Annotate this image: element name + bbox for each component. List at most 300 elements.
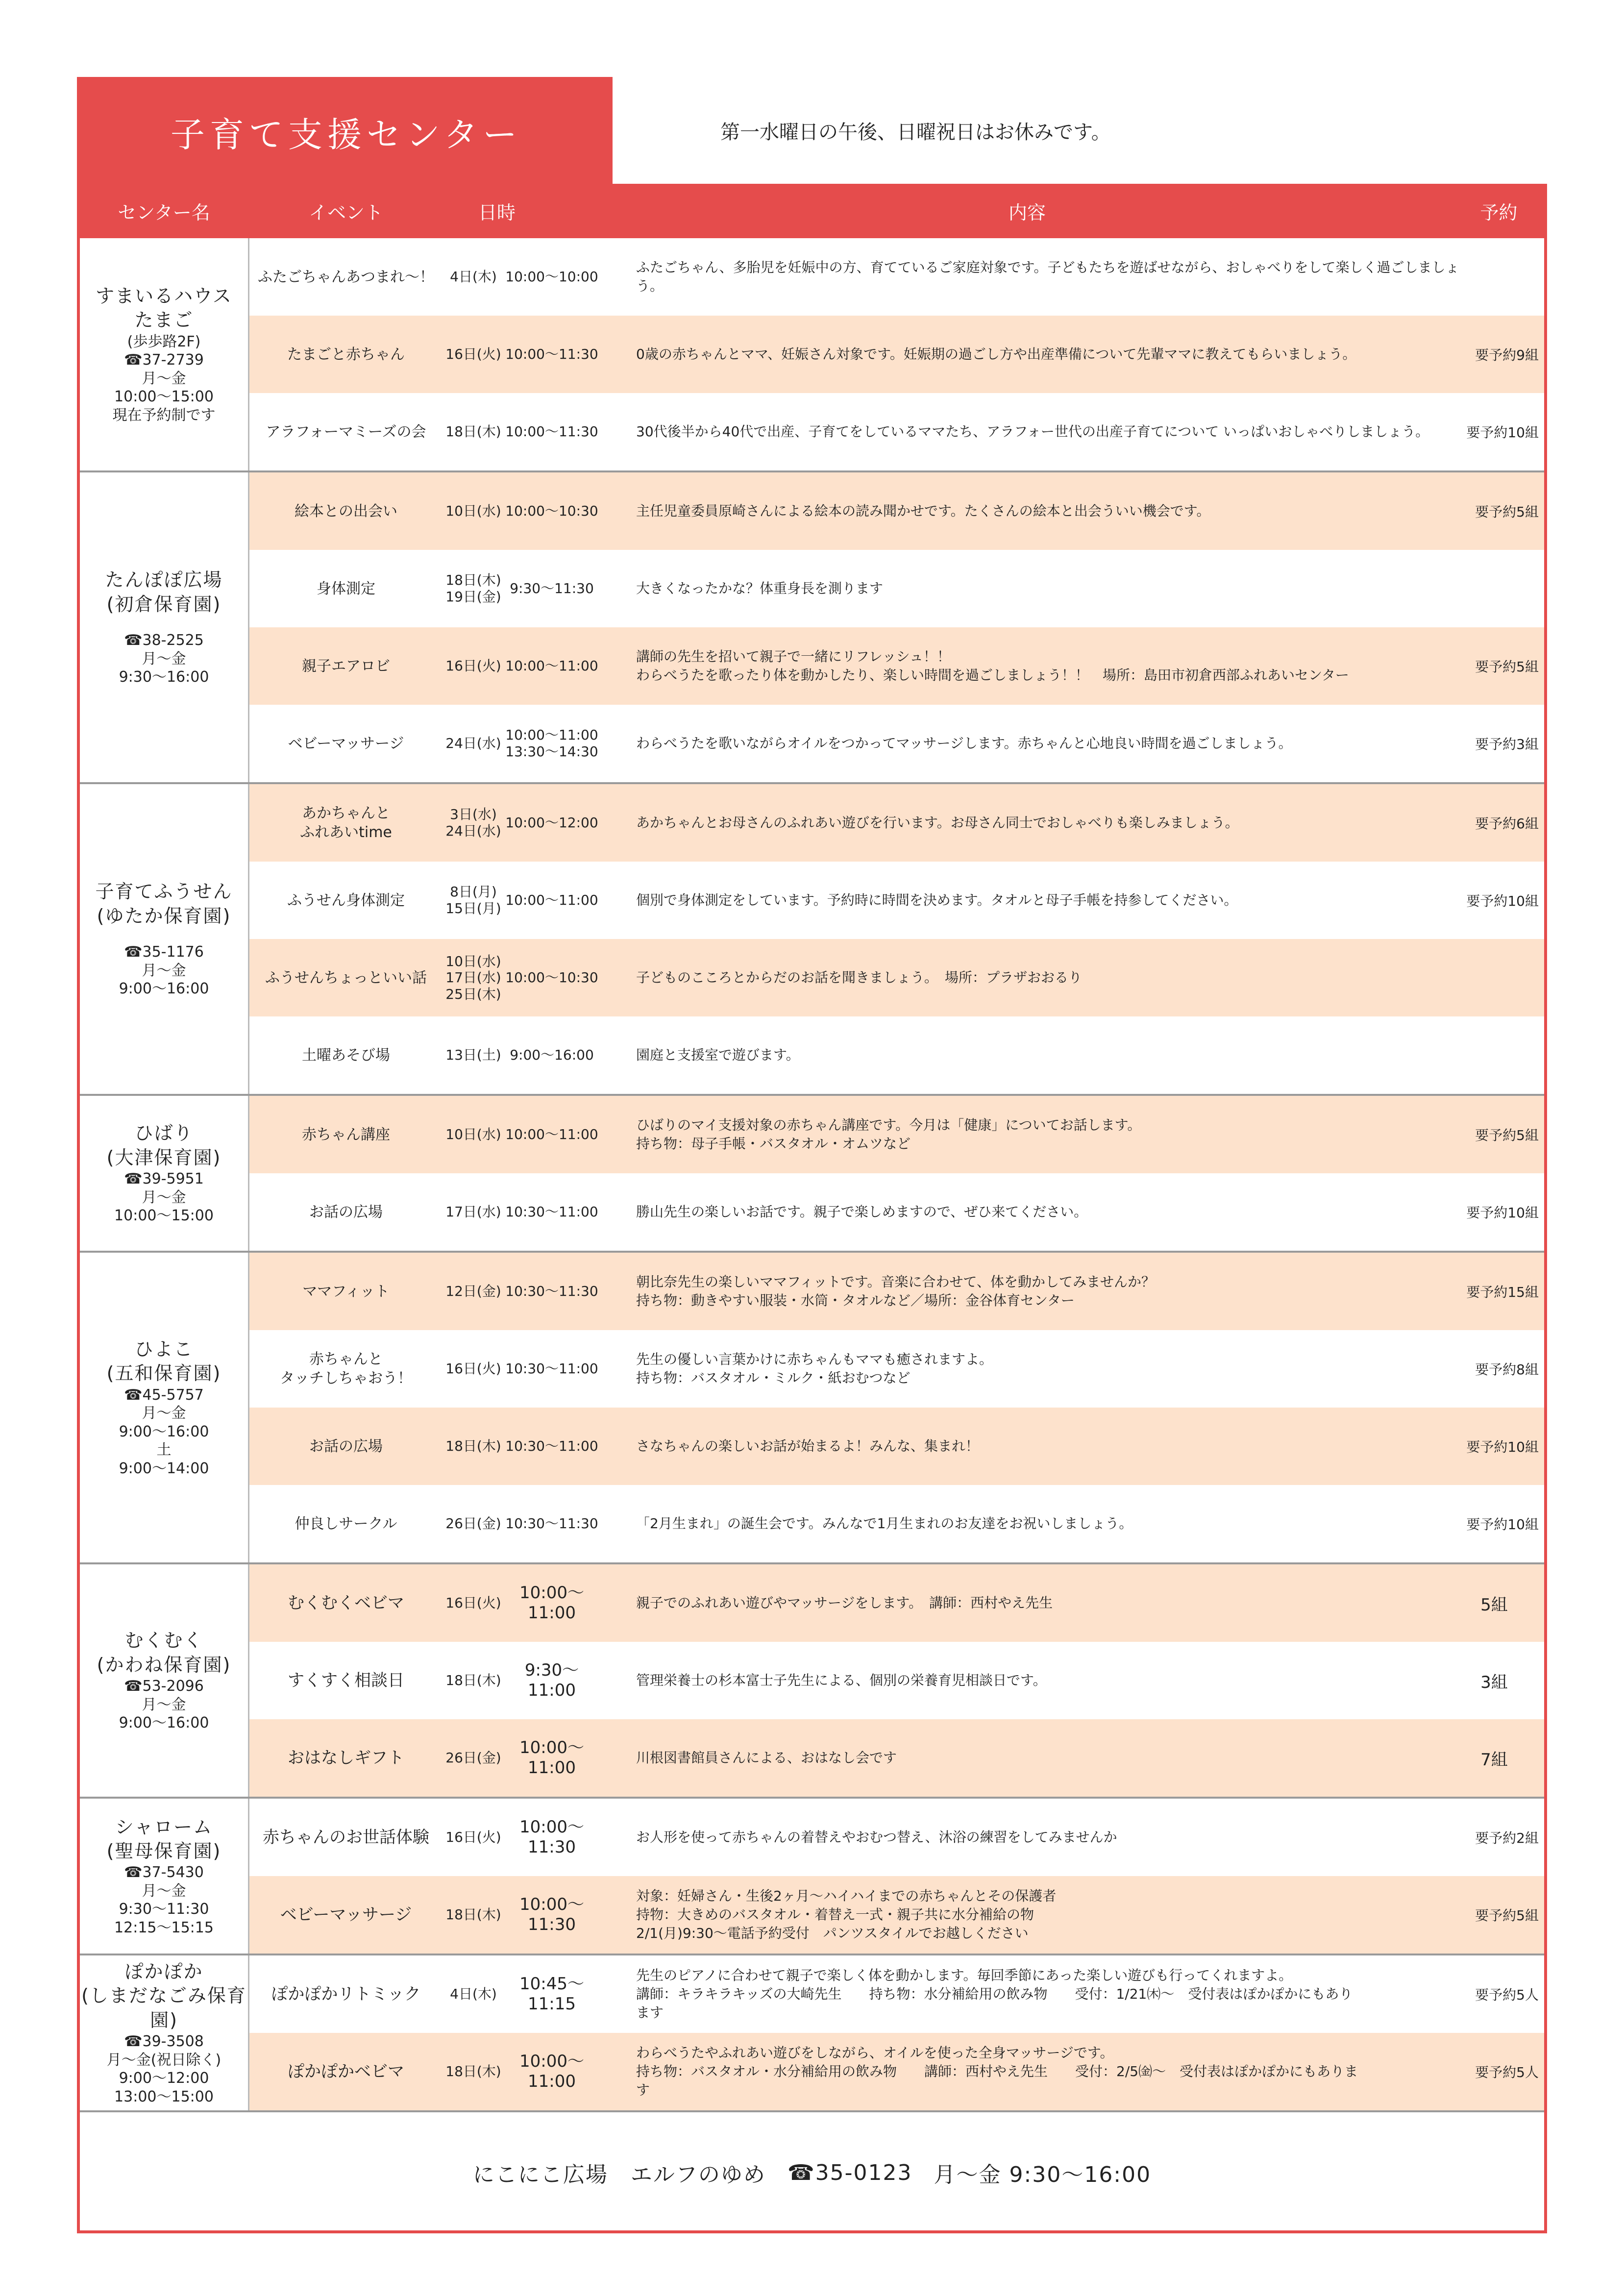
event-time [503, 393, 601, 470]
event-date [444, 627, 503, 705]
center-cell [80, 472, 249, 782]
event-date-line: 16日(火) [445, 346, 501, 363]
event-date-line: 16日(火) [445, 658, 501, 674]
event-time [503, 1408, 601, 1485]
event-description-line: ふたごちゃん、多胎児を妊娠中の方、育てているご家庭対象です。子どもたちを遊ばせながら、おしゃべりをして楽しく過ごしましょ [636, 259, 1459, 276]
event-time-lines [505, 1360, 598, 1377]
event-description [636, 1876, 1503, 1954]
event-date-lines [445, 1906, 501, 1923]
event-time-lines [505, 1126, 598, 1143]
event-time-lines [503, 1974, 601, 2014]
event-name-lines [288, 1670, 404, 1691]
header-date: 日時 [478, 202, 516, 223]
event-name [248, 2033, 444, 2110]
event-time-line: 10:00～11:30 [519, 1895, 584, 1934]
footer-hours: 月～金 9:30～16:00 [934, 2162, 1152, 2187]
event-date [444, 1016, 503, 1094]
reservation-info [1450, 550, 1543, 627]
event-time-line: 13:30～14:30 [505, 743, 598, 760]
event-description-lines [636, 579, 883, 598]
event-date [444, 1330, 503, 1408]
event-time [503, 862, 601, 939]
event-description [636, 862, 1503, 939]
event-date [444, 1719, 503, 1797]
event-name [248, 1719, 444, 1797]
event-date-lines [445, 2063, 501, 2080]
center-cell [80, 238, 249, 470]
event-time-line: 10:00～11:30 [505, 423, 598, 440]
event-description-lines [636, 1671, 1047, 1690]
center-group [80, 1253, 1544, 1564]
reservation-info [1450, 238, 1543, 316]
event-time [503, 1096, 601, 1173]
center-name: 子育てふうせん [95, 881, 233, 903]
event-date-line: 26日(金) [445, 1515, 501, 1532]
event-name-lines [302, 1046, 390, 1065]
event-description [636, 627, 1503, 705]
event-name-line: 仲良しサークル [295, 1515, 397, 1533]
event-description-lines [636, 1887, 1056, 1942]
event-date-line: 24日(水) [445, 823, 501, 839]
event-time-lines [503, 1583, 601, 1623]
event-name-lines [258, 268, 434, 287]
event-name-lines [265, 968, 427, 988]
event-description [636, 393, 1503, 470]
event-description [636, 1955, 1503, 2033]
event-date [444, 1408, 503, 1485]
event-time [503, 1330, 601, 1408]
event-description-line: 0歳の赤ちゃんとママ、妊娠さん対象です。妊娠期の過ごし方や出産準備について先輩ママに教えてもらいましょう。 [636, 346, 1356, 363]
center-info: 現在予約制です [112, 406, 216, 424]
event-name [248, 784, 444, 862]
center-name: (しまだなごみ保育 [81, 1985, 246, 2007]
center-cell [80, 1799, 249, 1954]
event-date-lines [450, 1986, 497, 2003]
page-title: 子育て支援センター [80, 80, 613, 184]
event-date-lines [445, 1595, 501, 1611]
event-date-line: 15日(月) [445, 900, 501, 916]
event-name [248, 939, 444, 1016]
event-time [503, 2033, 601, 2110]
center-name: (ゆたか保育園) [97, 905, 231, 927]
event-description-line: 朝比奈先生の楽しいママフィットです。音楽に合わせて、体を動かしてみませんか？ [636, 1274, 1155, 1290]
event-date-lines [450, 269, 497, 285]
event-name-lines [263, 1827, 429, 1848]
event-name-lines [287, 891, 405, 910]
event-description [636, 1564, 1503, 1642]
event-date-line: 18日(木) [445, 572, 501, 589]
event-description [636, 1173, 1503, 1251]
event-description-lines [636, 1594, 1053, 1612]
event-name-line: むくむくベビマ [288, 1593, 404, 1613]
event-name [248, 238, 444, 316]
event-time [503, 1799, 601, 1876]
event-description [636, 472, 1503, 550]
footer-center-name: にこにこ広場 エルフのゆめ [472, 2162, 766, 2187]
center-cell [80, 1096, 249, 1251]
event-time-lines [519, 1817, 584, 1857]
event-date [444, 1096, 503, 1173]
event-description-lines [636, 1046, 800, 1064]
event-description-line: 川根図書館員さんによる、おはなし会です [636, 1750, 897, 1766]
table-row [80, 862, 1544, 939]
event-description [636, 1253, 1503, 1330]
event-description-lines [636, 422, 1429, 441]
event-time-line: 10:00～11:00 [505, 892, 598, 909]
event-date-lines [445, 1047, 501, 1063]
event-time-line: 10:00～11:00 [505, 658, 598, 674]
event-description-lines [636, 502, 1210, 520]
reservation-info: 要予約10組 [1466, 424, 1539, 441]
center-group [80, 1799, 1544, 1955]
event-description [636, 784, 1503, 862]
event-description [636, 1485, 1503, 1562]
event-time-lines [503, 1738, 601, 1778]
event-description [636, 550, 1503, 627]
table-row [80, 2033, 1544, 2110]
reservation-info: 要予約5人 [1475, 2064, 1539, 2080]
table-row [80, 1096, 1544, 1173]
event-time-lines [505, 658, 598, 674]
table-row [80, 1719, 1544, 1797]
event-date [444, 1799, 503, 1876]
event-name [248, 1096, 444, 1173]
center-cell [80, 1564, 249, 1797]
event-description-line: 管理栄養士の杉本富士子先生による、個別の栄養育児相談日です。 [636, 1672, 1047, 1689]
event-time-line: 10:00～10:30 [505, 503, 598, 519]
event-description-lines [636, 647, 1349, 685]
event-name-line: アラフォーマミーズの会 [266, 423, 426, 441]
event-description-line: 講師の先生を招いて親子で一緒にリフレッシュ！！ [636, 648, 951, 665]
event-date-line: 18日(木) [445, 1672, 501, 1689]
event-name-lines [288, 734, 404, 753]
table-row [80, 472, 1544, 550]
event-date-lines [445, 572, 501, 605]
event-time-lines [505, 423, 598, 440]
event-name-lines [271, 1983, 420, 2005]
event-description [636, 1719, 1503, 1797]
header-center: センター名 [118, 202, 210, 223]
event-date-line: 18日(木) [445, 1438, 501, 1455]
event-date [444, 550, 503, 627]
center-name: ぽかぽか [124, 1960, 203, 1982]
reservation-info: 要予約10組 [1466, 893, 1539, 909]
event-name-line: 赤ちゃん講座 [302, 1126, 390, 1143]
event-name-line: お話の広場 [309, 1437, 383, 1455]
reservation-info: 要予約5組 [1475, 659, 1539, 675]
event-description-line: 2/1(月)9:30～電話予約受付 パンツスタイルでお越しください [636, 1925, 1029, 1941]
header-event: イベント [308, 202, 383, 223]
event-time [503, 1253, 601, 1330]
event-name-lines [300, 804, 392, 842]
event-name-line: 赤ちゃんと [309, 1351, 383, 1368]
event-description [636, 1330, 1503, 1408]
event-name-lines [309, 1437, 383, 1456]
center-info: 9:00～14:00 [119, 1459, 209, 1477]
event-name-line: たまごと赤ちゃん [287, 346, 405, 363]
center-name: (大津保育園) [106, 1146, 221, 1168]
event-description [636, 2033, 1503, 2110]
event-description-line: 持ち物：動きやすい服装・水筒・タオルなど／場所：金谷体育センター [636, 1292, 1075, 1309]
event-description-line: ます [636, 2004, 664, 2021]
center-info: 12:15～15:15 [114, 1919, 214, 1936]
event-date [444, 784, 503, 862]
event-time-line: 10:00～10:30 [505, 969, 598, 986]
event-name-lines [288, 1747, 404, 1769]
event-description-lines [636, 1116, 1141, 1153]
event-description-lines [636, 258, 1459, 296]
event-time-line: 10:00～12:00 [505, 815, 598, 831]
header-reserve: 予約 [1480, 202, 1518, 223]
event-date-lines [445, 1204, 501, 1220]
event-date-line: 16日(火) [445, 1360, 501, 1377]
event-time-line: 9:30～11:30 [510, 580, 594, 597]
event-description [636, 238, 1503, 316]
center-name: ひよこ [134, 1338, 194, 1360]
event-date-lines [445, 1438, 501, 1455]
center-info: 9:30～11:30 [119, 1901, 209, 1918]
event-description-line: わらべうたを歌いながらオイルをつかってマッサージします。赤ちゃんと心地良い時間を過ごしましょう。 [636, 735, 1292, 752]
table-row [80, 1330, 1544, 1408]
center-info: ☎37-2739 [124, 351, 204, 369]
center-group [80, 1096, 1544, 1253]
event-time [503, 627, 601, 705]
event-name [248, 1799, 444, 1876]
event-description-line: 先生の優しい言葉かけに赤ちゃんもママも癒されますよ。 [636, 1351, 993, 1368]
center-info: 9:00～16:00 [119, 980, 209, 998]
event-date-lines [445, 503, 501, 519]
event-name-lines [302, 1125, 390, 1144]
event-description [636, 1096, 1503, 1173]
event-time-line: 10:30～11:30 [505, 1283, 598, 1300]
event-time-line: 10:30～11:00 [505, 1438, 598, 1455]
center-info: 13:00～15:00 [114, 2088, 214, 2105]
center-info: 月～金(祝日除く) [106, 2051, 221, 2069]
event-name-line: おはなしギフト [288, 1748, 404, 1768]
reservation-info: 要予約8組 [1475, 1361, 1539, 1378]
event-time-lines [505, 346, 598, 363]
event-time-line: 10:30～11:00 [505, 1360, 598, 1377]
table-row [80, 627, 1544, 705]
center-name: ひばり [134, 1122, 194, 1144]
footer-phone: ☎35-0123 [787, 2160, 912, 2185]
table-row [80, 784, 1544, 862]
table-row [80, 1955, 1544, 2033]
center-name: (かわね保育園) [97, 1654, 231, 1676]
center-info: 月～金 [142, 1696, 186, 1713]
event-description-lines [636, 1203, 1087, 1221]
event-description-lines [636, 345, 1356, 364]
event-name [248, 1330, 444, 1408]
center-cell [80, 1253, 249, 1562]
table-row [80, 1408, 1544, 1485]
event-name-line: ふうせん身体測定 [287, 891, 405, 909]
event-time-line: 10:00～11:00 [519, 1583, 584, 1623]
event-time-lines [505, 969, 598, 986]
center-info: 9:00～12:00 [119, 2070, 209, 2087]
event-name-line: 絵本との出会い [295, 502, 397, 520]
event-time-line: 10:00～ [519, 1817, 584, 1837]
event-description-lines [636, 891, 1238, 910]
event-name-lines [280, 1904, 412, 1926]
event-date-line: 10日(水) [445, 953, 501, 969]
event-description-lines [636, 1437, 979, 1456]
event-date-lines [445, 423, 501, 440]
center-info: ☎38-2525 [124, 632, 204, 649]
event-time-lines [510, 1047, 594, 1063]
event-description-lines [636, 734, 1292, 753]
event-date-lines [445, 1829, 501, 1846]
event-description-lines [636, 1350, 993, 1387]
table-row [80, 316, 1544, 393]
event-date-line: 18日(木) [445, 2063, 501, 2080]
table-row [80, 550, 1544, 627]
event-date-line: 17日(水) [445, 969, 501, 986]
event-date [444, 862, 503, 939]
event-name-line: ぽかぽかリトミック [271, 1984, 421, 2004]
event-name [248, 1485, 444, 1562]
event-time-lines [503, 1895, 601, 1935]
event-date-lines [445, 953, 501, 1003]
event-name [248, 550, 444, 627]
center-group [80, 472, 1544, 784]
footer-info [80, 2115, 1544, 2230]
event-description-lines [636, 1749, 897, 1767]
event-date-line: 16日(火) [445, 1829, 501, 1846]
event-description-line: わらべうたやふれあい遊びをしながら、オイルを使った全身マッサージです。 [636, 2045, 1114, 2061]
event-name [248, 393, 444, 470]
event-time-lines [503, 1660, 601, 1701]
event-time [503, 1485, 601, 1562]
event-time-lines [505, 1438, 598, 1455]
event-description-line: 「2月生まれ」の誕生会です。みんなで1月生まれのお友達をお祝いしましょう。 [636, 1515, 1133, 1532]
reservation-info: 要予約9組 [1475, 347, 1539, 363]
event-time [503, 472, 601, 550]
event-date-line: 18日(木) [445, 423, 501, 440]
event-name [248, 1564, 444, 1642]
center-group [80, 238, 1544, 472]
table-row [80, 1876, 1544, 1954]
center-name: たんぽぽ広場 [105, 569, 223, 591]
reservation-info: 要予約10組 [1466, 1516, 1539, 1533]
event-time [503, 1564, 601, 1642]
event-name-line: ふたごちゃんあつまれ～！ [258, 268, 434, 286]
event-date [444, 238, 503, 316]
center-name: 園) [150, 2009, 178, 2031]
event-description-lines [636, 1966, 1353, 2022]
event-time-lines [505, 1204, 598, 1220]
event-date-line: 26日(金) [445, 1750, 501, 1766]
event-description-line: 30代後半から40代で出産、子育てをしているママたち、アラフォー世代の出産子育てについて いっぱいおしゃべりしましょう。 [636, 423, 1429, 440]
reservation-info: 要予約5人 [1475, 1987, 1539, 2003]
event-time-line: 10:30～11:00 [505, 1204, 598, 1220]
reservation-info: 要予約10組 [1466, 1205, 1539, 1221]
event-date [444, 472, 503, 550]
event-description [636, 316, 1503, 393]
center-name: むくむく [124, 1630, 203, 1652]
event-description-line: わらべうたを歌ったり体を動かしたり、楽しい時間を過ごしましょう！！ 場所：島田市初倉西部ふれあいセンター [636, 667, 1349, 683]
event-date [444, 1173, 503, 1251]
event-date-line: 25日(木) [445, 986, 501, 1002]
event-name-lines [295, 1514, 397, 1533]
event-time-line: 9:30～11:00 [524, 1660, 579, 1700]
center-info: ☎53-2096 [124, 1678, 204, 1695]
event-name-lines [280, 1350, 412, 1388]
event-date [444, 1642, 503, 1719]
event-description-lines [636, 814, 1239, 832]
event-date-lines [445, 1283, 501, 1300]
center-name: たまご [134, 309, 194, 331]
event-name-line: お話の広場 [309, 1203, 383, 1221]
event-date-lines [445, 1126, 501, 1143]
event-description-line: あかちゃんとお母さんのふれあい遊びを行います。お母さん同士でおしゃべりも楽しみましょう。 [636, 815, 1239, 831]
event-description [636, 705, 1503, 782]
event-description-line: 大きくなったかな？体重身長を測ります [636, 580, 884, 597]
center-cell [80, 1955, 249, 2110]
event-date-lines [445, 1515, 501, 1532]
center-info: (歩歩路2F) [127, 333, 201, 350]
event-time [503, 784, 601, 862]
center-group [80, 784, 1544, 1096]
event-name-lines [266, 422, 426, 442]
reservation-info: 要予約5組 [1475, 1127, 1539, 1143]
event-date-lines [445, 884, 501, 916]
center-info: 9:00～16:00 [119, 1714, 209, 1732]
center-info: 9:00～16:00 [119, 1423, 209, 1440]
reservation-info: 要予約5組 [1475, 1907, 1539, 1924]
center-info: 月～金 [142, 1188, 186, 1206]
event-time [503, 1876, 601, 1954]
table-row [80, 1642, 1544, 1719]
event-date-line: 12日(金) [445, 1283, 501, 1300]
center-name: (五和保育園) [106, 1362, 221, 1385]
event-date-lines [445, 658, 501, 674]
event-description-line: ひばりのマイ支援対象の赤ちゃん講座です。今月は「健康」についてお話します。 [636, 1117, 1141, 1134]
event-date-lines [445, 346, 501, 363]
event-description-line: 先生のピアノに合わせて親子で楽しく体を動かします。毎回季節にあった楽しい遊びも行ってくれますよ。 [636, 1967, 1293, 1984]
event-description-lines [636, 1273, 1155, 1310]
event-time [503, 1173, 601, 1251]
reservation-info: 要予約10組 [1466, 1439, 1539, 1455]
event-description-line: 対象：妊婦さん・生後2ヶ月～ハイハイまでの赤ちゃんとその保護者 [636, 1888, 1057, 1904]
table-row [80, 393, 1544, 470]
event-description [636, 1408, 1503, 1485]
event-description [636, 939, 1503, 1016]
event-date-line: 16日(火) [445, 1595, 501, 1611]
center-info: 土 [156, 1441, 172, 1459]
table-row [80, 939, 1544, 1016]
event-time [503, 316, 601, 393]
event-time-lines [505, 892, 598, 909]
center-info: 9:30～16:00 [119, 668, 209, 686]
event-description-line: 子どものこころとからだのお話を聞きましょう。 場所：プラザおおるり [636, 969, 1083, 986]
schedule-table [80, 238, 1544, 2112]
center-info: ☎39-5951 [124, 1170, 204, 1188]
center-name: (初倉保育園) [106, 593, 221, 615]
event-name [248, 1408, 444, 1485]
event-date [444, 705, 503, 782]
event-time [503, 550, 601, 627]
center-info: ☎35-1176 [124, 943, 204, 961]
center-info: 月～金 [142, 1405, 186, 1422]
event-name [248, 316, 444, 393]
center-info: 月～金 [142, 370, 186, 387]
reservation-info: 要予約15組 [1466, 1284, 1539, 1300]
event-time-line: 10:00～11:00 [505, 727, 598, 743]
event-date [444, 316, 503, 393]
header-content: 内容 [1008, 202, 1046, 223]
event-name-line: 赤ちゃんのお世話体験 [263, 1827, 429, 1847]
